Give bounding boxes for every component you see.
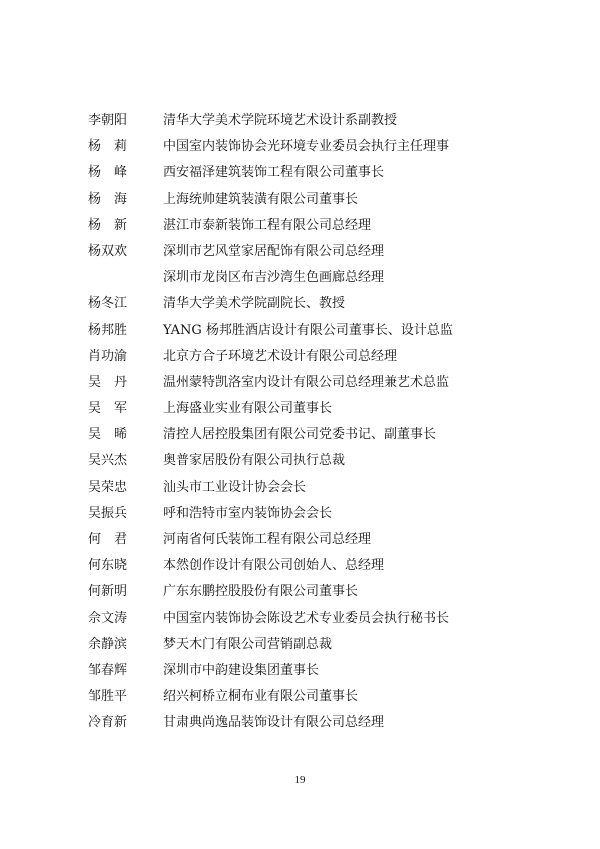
member-title: 清华大学美术学院环境艺术设计系副教授: [163, 113, 398, 128]
member-title: 深圳市龙岗区布吉沙湾生色画廊总经理: [163, 270, 385, 286]
member-name: 吴 军: [88, 401, 128, 417]
list-item: [88, 344, 528, 370]
member-title: 中国室内装饰协会陈设艺术专业委员会执行秘书长: [163, 610, 450, 626]
list-item: [88, 527, 528, 553]
member-name: 吴振兵: [88, 505, 128, 521]
member-name: 吴荣忠: [88, 479, 128, 495]
member-title: 梦天木门有限公司营销副总裁: [163, 636, 333, 652]
member-name: 杨 新: [88, 217, 128, 233]
member-name: 余静滨: [88, 636, 128, 652]
member-title: 汕头市工业设计协会会长: [163, 479, 307, 495]
list-item: [88, 448, 528, 474]
list-item: [88, 553, 528, 579]
list-item: [88, 579, 528, 605]
member-list: [88, 108, 528, 737]
member-name: 吴 晞: [88, 427, 128, 443]
member-name: 杨双欢: [88, 243, 128, 259]
member-title: 呼和浩特市室内装饰协会会长: [163, 505, 333, 521]
member-name: 何新明: [88, 584, 128, 600]
list-item: [88, 396, 528, 422]
member-title: 上海统帅建筑装潢有限公司董事长: [163, 191, 359, 207]
page-number: 19: [294, 774, 306, 786]
member-title: 北京方合子环境艺术设计有限公司总经理: [163, 348, 398, 364]
member-name: 肖功渝: [88, 348, 128, 364]
member-name: 冷育新: [88, 715, 128, 731]
list-item: [88, 291, 528, 317]
member-title: YANG 杨邦胜酒店设计有限公司董事长、设计总监: [163, 322, 453, 338]
list-item: [88, 265, 528, 291]
member-name: 何东晓: [88, 558, 128, 574]
member-title: 本然创作设计有限公司创始人、总经理: [163, 558, 385, 574]
list-item: [88, 684, 528, 710]
list-item: [88, 710, 528, 736]
list-item: [88, 239, 528, 265]
list-item: [88, 475, 528, 501]
member-name: 吴兴杰: [88, 453, 128, 469]
member-title: 深圳市中韵建设集团董事长: [163, 662, 320, 678]
list-item: [88, 632, 528, 658]
list-item: [88, 606, 528, 632]
member-title: 奥普家居股份有限公司执行总裁: [163, 453, 346, 469]
member-title: 深圳市艺风堂家居配饰有限公司总经理: [163, 243, 385, 259]
list-item: [88, 501, 528, 527]
member-name: 杨邦胜: [88, 322, 128, 338]
member-title: 绍兴柯桥立桐布业有限公司董事长: [163, 689, 359, 705]
member-name: 李朝阳: [88, 113, 128, 128]
member-name: 吴 丹: [88, 374, 128, 390]
member-title: 湛江市泰新装饰工程有限公司总经理: [163, 217, 372, 233]
member-name: 何 君: [88, 532, 128, 547]
list-item: [88, 370, 528, 396]
member-name: 佘文涛: [88, 610, 128, 626]
member-name: 杨 峰: [88, 165, 128, 181]
list-item: [88, 422, 528, 448]
list-item: [88, 134, 528, 160]
member-name: 邹胜平: [88, 689, 128, 705]
member-name: 杨 莉: [88, 139, 128, 155]
list-item: [88, 187, 528, 213]
member-title: 广东东鹏控股股份有限公司董事长: [163, 584, 359, 600]
member-title: 上海盛业实业有限公司董事长: [163, 401, 333, 417]
member-title: 西安福泽建筑装饰工程有限公司董事长: [163, 165, 385, 181]
member-name: 杨 海: [88, 191, 128, 207]
list-item: [88, 318, 528, 344]
list-item: [88, 213, 528, 239]
member-name: 邹春辉: [88, 662, 128, 678]
member-name: 杨冬江: [88, 296, 128, 312]
member-title: 河南省何氏装饰工程有限公司总经理: [163, 532, 372, 547]
list-item: [88, 108, 528, 134]
member-title: 温州蒙特凯洛室内设计有限公司总经理兼艺术总监: [163, 374, 450, 390]
member-title: 甘肃典尚逸品装饰设计有限公司总经理: [163, 715, 385, 731]
list-item: [88, 658, 528, 684]
member-title: 清华大学美术学院副院长、教授: [163, 296, 346, 312]
member-title: 清控人居控股集团有限公司党委书记、副董事长: [163, 427, 437, 443]
list-item: [88, 160, 528, 186]
member-title: 中国室内装饰协会光环境专业委员会执行主任理事: [163, 139, 450, 155]
